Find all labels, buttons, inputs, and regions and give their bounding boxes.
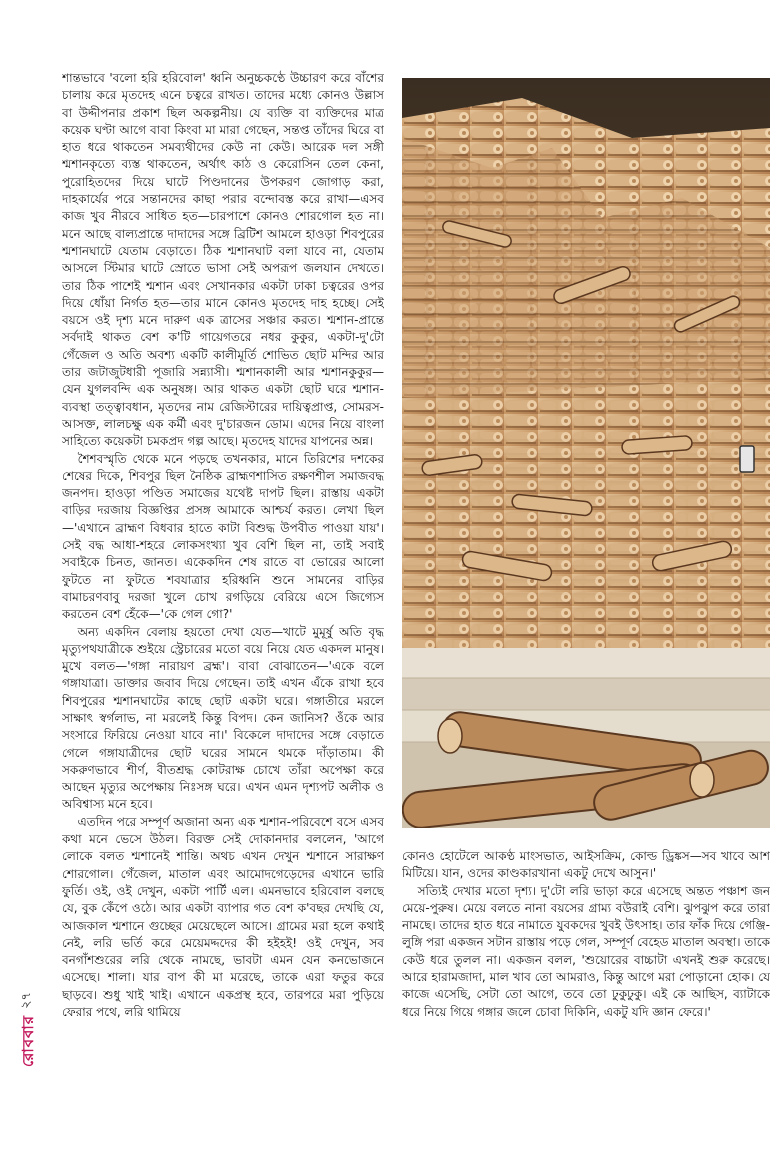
right-text-column	[402, 848, 770, 1088]
firewood-photo	[402, 78, 770, 828]
magazine-name: রোববার	[18, 1014, 37, 1067]
paragraph: কোনও হোটেলে আকণ্ঠ মাংসভাত, আইসক্রিম, কোল্ড ড্রিঙ্কস—সব খাবে আশ মিটিয়ে। যান, ওদের কাণ্ডকারখানা একটু দেখে আসুন।'	[402, 849, 770, 881]
paragraph: সত্যিই দেখার মতো দৃশ্য। দু'টো লরি ভাড়া করে এসেছে অন্তত পঞ্চাশ জন মেয়ে-পুরুষ। মেয়ে বলতে নানা বয়সের গ্রাম্য বউরাই বেশি। ঝুপঝুপ করে তারা নামছে। তাদের হাত ধরে নামাতে যুবকদের খুবই উৎসাহ। তার ফাঁক দিয়ে গেঞ্জি-লুঙ্গি পরা একজন সটান রাস্তায় পড়ে গেল, সম্পূর্ণ বেহেড মাতাল অবস্থা। তাকে কেউ ধরে তুলল না। একজন বলল, 'শুয়োরের বাচ্চাটা এখনই শুরু করেছে। আরে হারামজাদা, মাল খাব তো আমরাও, কিন্তু আগে মরা পোড়ানো হোক। যে কাজে এসেছি, সেটা তো আগে, তবে তো ঢুকুঢুকু। এই কে আছিস, ব্যাটাকে ধরে নিয়ে গিয়ে গঙ্গার জলে চোবা দিকিনি, একটু যদি জ্ঞান ফেরে।'	[402, 883, 770, 1019]
woodpile-icon	[402, 78, 770, 828]
paragraph: অন্য একদিন বেলায় হয়তো দেখা যেত—খাটে মুমূর্ষু অতি বৃদ্ধ মৃত্যুপথযাত্রীকে শুইয়ে স্ট্রেচারের মতো বয়ে নিয়ে যেত একদল মানুষ। মুখে বলত—'গঙ্গা নারায়ণ ব্রহ্ম'। বাবা বোঝাতেন—'একে বলে গঙ্গাযাত্রা। ডাক্তার জবাব দিয়ে গেছেন। তাই এখন এঁকে রাখা হবে শিবপুরের শ্মশানঘাটের কাছে ছোট একটা ঘরে। গঙ্গাতীরে মরলে সাক্ষাৎ স্বর্গলাভ, না মরলেই কিন্তু বিপদ। কেন জানিস? ওঁকে আর সংসারে ফিরিয়ে নেওয়া যাবে না।' বিকেলে দাদাদের সঙ্গে বেড়াতে গেলে গঙ্গাযাত্রীদের ছোট ঘরের সামনে থমকে দাঁড়াতাম। কী সকরুণভাবে শীর্ণ, বীতশ্রদ্ধ কোটরাক্ষ চোখে তাঁরা অপেক্ষা করে আছেন মৃত্যুর অপেক্ষায় নিঃসঙ্গ ঘরে। এখন এমন দৃশ্যপট অলীক ও অবিশ্বাস্য মনে হবে।	[62, 624, 384, 812]
page-number: ২৭	[18, 992, 34, 1009]
paragraph: শৈশবস্মৃতি থেকে মনে পড়ছে তখনকার, মানে তিরিশের দশকের শেষের দিকে, শিবপুর ছিল নৈষ্ঠিক ব্রাহ্মণশাসিত রক্ষণশীল সমাজবদ্ধ জনপদ। হাওড়া পণ্ডিত সমাজের যথেষ্ট দাপট ছিল। রাস্তায় একটা বাড়ির দরজায় বিজ্ঞপ্তির প্রসঙ্গ আমাকে আশ্চর্য করত। লেখা ছিল—'এখানে ব্রাহ্মণ বিধবার হাতে কাটা বিশুদ্ধ উপবীত পাওয়া যায়'। সেই বদ্ধ আধা-শহরে লোকসংখ্যা খুব বেশি ছিল না, তাই সবাই সবাইকে চিনত, জানত। একেকদিন শেষ রাতে বা ভোরের আলো ফুটতে না ফুটতে শবযাত্রার হরিধ্বনি শুনে সামনের বাড়ির বামাচরণবাবু দরজা খুলে চোখ রগড়িয়ে বেরিয়ে এসে জিগ্যেস করতেন বেশ হেঁকে—'কে গেল গো?'	[62, 451, 384, 622]
left-text-column	[62, 70, 384, 1080]
page-footer	[12, 992, 42, 1082]
paragraph: শান্তভাবে 'বলো হরি হরিবোল' ধ্বনি অনুচ্চকণ্ঠে উচ্চারণ করে বাঁশের চালায় করে মৃতদেহ এনে চত্বরে রাখত। তাদের মধ্যে কোনও উল্লাস বা উদ্দীপনার প্রকাশ ছিল অকল্পনীয়। যে ব্যক্তি বা ব্যক্তিদের মাত্র কয়েক ঘণ্টা আগে বাবা কিংবা মা মারা গেছেন, সন্তপ্ত তাঁদের ঘিরে বা হাত ধরে থাকতেন সমব্যথীদের কেউ না কেউ। আরেক দল সঙ্গী শ্মশানকৃত্যে ব্যস্ত থাকতেন, অর্থাৎ কাঠ ও কেরোসিন তেল কেনা, পুরোহিতদের দিয়ে ঘাটে পিণ্ডদানের উপকরণ জোগাড় করা, দাহকার্যের পরে সন্তানদের কাছা পরার বন্দোবস্ত করে রাখা—এসব কাজ খুব নীরবে সাধিত হত—চারপাশে কোনও শোরগোল হত না। মনে আছে বাল্যপ্রান্তে দাদাদের সঙ্গে ব্রিটিশ আমলে হাওড়া শিবপুরের শ্মশানঘাটে যেতাম বেড়াতে। ঠিক শ্মশানঘাট বলা যাবে না, যেতাম আসলে স্টিমার ঘাটে স্রোতে ভাসা সেই অপরূপ জলযান দেখতে। তার ঠিক পাশেই শ্মশান এবং সেখানকার একটা ঢাকা চত্বরের ওপর দিয়ে ধোঁয়া নির্গত হত—তার মানে কোনও মৃতদেহ দাহ হচ্ছে। সেই বয়সে ওই দৃশ্য মনে দারুণ এক ত্রাসের সঞ্চার করত। শ্মশান-প্রান্তে সর্বদাই থাকত বেশ ক'টি গায়েগতরে নধর কুকুর, একটা-দু'টো গেঁজেল ও অতি অবশ্য একটি কালীমূর্তি শোভিত ছোট মন্দির আর তার জটাজুটধারী পূজারি সন্ন্যাসী। শ্মশানকালী আর শ্মশানকুকুর—যেন যুগলবন্দি এক অনুষঙ্গ। আর থাকত একটা ছোট ঘরে শ্মশান-ব্যবস্থা তত্ত্বাবধান, মৃতদের নাম রেজিস্টারের দায়িত্বপ্রাপ্ত, সোমরস-আসক্ত, লালচক্ষু এক কর্মী এবং দু'চারজন ডোম। এদের নিয়ে বাংলা সাহিত্যে কয়েকটা চমকপ্রদ গল্প আছে। মৃতদেহ যাদের যাপনের অন্ন।	[62, 71, 384, 449]
paragraph: এতদিন পরে সম্পূর্ণ অজানা অন্য এক শ্মশান-পরিবেশে বসে এসব কথা মনে ভেসে উঠল। বিরক্ত সেই দোকানদার বললেন, 'আগে লোকে বলত শ্মশানেই শান্তি। অথচ এখন দেখুন শ্মশানে সারাক্ষণ শোরগোল। গেঁজেল, মাতাল এবং আমোদগেড়েদের এখানে ভারি ফুর্তি। ওই, ওই দেখুন, একটা পার্টি এল। এমনভাবে হরিবোল বলছে যে, বুক কেঁপে ওঠে। আর একটা ব্যাপার গত বেশ ক'বছর দেখছি যে, আজকাল শ্মশানে গুচ্ছের মেয়েছেলে আসে। গ্রামের মরা হলে কথাই নেই, লরি ভর্তি করে মেয়েমদ্দদের কী হইহই! ওই দেখুন, সব বনগাঁশশুরের লরি থেকে নামছে, ভাবটা এমন যেন কনভোজনে এসেছে। শালা। যার বাপ কী মা মরেছে, তাকে এরা ফতুর করে ছাড়বে। শুধু খাই খাই। এখানে একপ্রস্থ হবে, তারপরে মরা পুড়িয়ে ফেরার পথে, লরি থামিয়ে	[62, 814, 384, 1020]
